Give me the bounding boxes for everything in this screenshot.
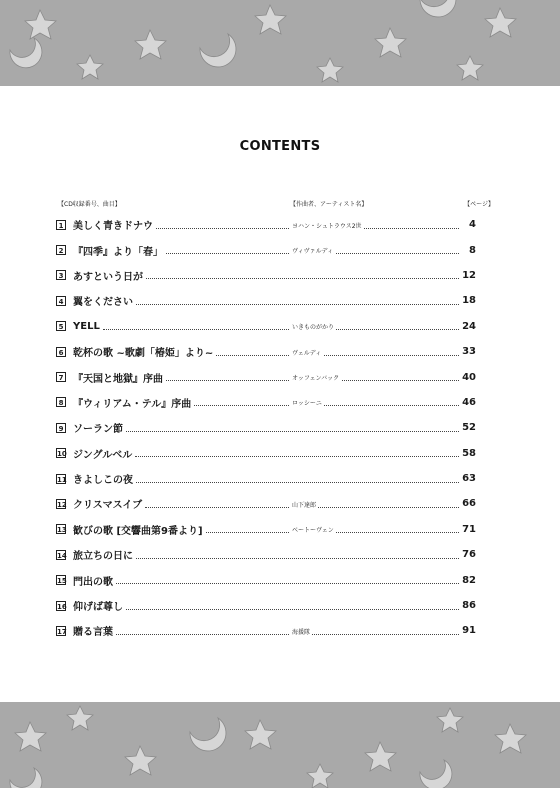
page-number: 46 — [462, 396, 476, 408]
track-number: 10 — [57, 450, 67, 459]
dot-leader — [126, 430, 459, 432]
track-number: 3 — [56, 270, 66, 280]
track-number: 4 — [56, 296, 66, 306]
song-title: ジングルベル — [73, 449, 133, 461]
song-title: 美しく青きドナウ — [73, 221, 153, 233]
song-title: 『天国と地獄』序曲 — [73, 373, 163, 385]
dot-leader — [194, 404, 459, 406]
track-number: 5 — [56, 321, 66, 331]
toc-entry — [56, 314, 476, 339]
artist-name: ヴェルディ — [292, 349, 322, 357]
page-number: 91 — [462, 625, 476, 637]
toc-entry — [56, 517, 476, 542]
track-number: 6 — [56, 347, 66, 357]
artist-name: ベートーヴェン — [292, 527, 334, 535]
stars-moons-pattern — [0, 0, 560, 86]
track-number: 16 — [57, 602, 67, 611]
song-title: 旅立ちの日に — [73, 551, 133, 563]
song-title: YELL — [73, 320, 100, 332]
track-number: 1 — [56, 220, 66, 230]
artist-name: オッフェンバック — [292, 374, 340, 382]
toc-entry — [56, 263, 476, 288]
page-number: 63 — [462, 473, 476, 485]
dot-leader — [126, 608, 459, 610]
toc-entry — [56, 364, 476, 389]
page-number: 18 — [462, 295, 476, 307]
page-number: 33 — [462, 346, 476, 358]
track-number: 11 — [57, 475, 67, 484]
song-title: 『ウィリアム・テル』序曲 — [73, 398, 192, 410]
toc-entry — [56, 288, 476, 313]
toc-entry — [56, 542, 476, 567]
song-title: ソーラン節 — [73, 424, 123, 436]
page-number: 82 — [462, 574, 476, 586]
toc-entry — [56, 237, 476, 262]
song-title: 贈る言葉 — [73, 627, 113, 639]
toc-entry — [56, 491, 476, 516]
song-title: クリスマスイブ — [73, 500, 143, 512]
song-title: 仰げば尊し — [73, 602, 123, 614]
column-header-page: 【ページ】 — [464, 201, 494, 208]
page-number: 4 — [469, 219, 476, 231]
toc-entry — [56, 339, 476, 364]
toc-entry — [56, 593, 476, 618]
dot-leader — [135, 455, 459, 457]
track-number: 8 — [56, 397, 66, 407]
song-title: 『四季』より「春」 — [73, 246, 163, 258]
track-number: 13 — [57, 526, 67, 535]
page-number: 24 — [462, 320, 476, 332]
page-number: 12 — [462, 269, 476, 281]
toc-entry — [56, 441, 476, 466]
artist-name: ロッシーニ — [292, 400, 322, 408]
toc-entry — [56, 390, 476, 415]
dot-leader — [116, 633, 459, 635]
toc-entry — [56, 567, 476, 592]
dot-leader — [216, 354, 459, 356]
artist-name: いきものがかり — [292, 324, 335, 332]
dot-leader — [146, 277, 459, 279]
page-number: 40 — [462, 371, 476, 383]
page-number: 8 — [469, 244, 476, 256]
column-header-tracks: 【CD収録番号、曲目】 — [58, 201, 121, 208]
stars-moons-pattern — [0, 702, 560, 788]
song-title: 歓びの歌 [交響曲第9番より] — [73, 525, 203, 537]
toc-entry — [56, 618, 476, 643]
track-number: 12 — [57, 500, 67, 509]
track-number: 9 — [56, 423, 66, 433]
column-header-artist: 【作曲者、アーティスト名】 — [290, 201, 368, 208]
page-title: CONTENTS — [239, 139, 321, 154]
song-title: 翼をください — [73, 297, 133, 309]
song-title: 乾杯の歌 ~歌劇「椿姫」より~ — [73, 348, 214, 360]
track-number: 14 — [57, 551, 67, 560]
song-title: あすという日が — [73, 271, 143, 283]
song-title: 門出の歌 — [73, 576, 113, 588]
track-number: 7 — [56, 372, 66, 382]
decorative-header-band — [0, 0, 560, 86]
dot-leader — [103, 328, 459, 330]
page-number: 66 — [462, 498, 476, 510]
page-number: 52 — [462, 422, 476, 434]
dot-leader — [136, 557, 459, 559]
dot-leader — [116, 582, 459, 584]
table-of-contents — [56, 212, 476, 644]
toc-entry — [56, 466, 476, 491]
song-title: きよしこの夜 — [73, 475, 133, 487]
track-number: 15 — [57, 577, 67, 586]
artist-name: 山下達郎 — [292, 501, 317, 509]
page-number: 71 — [462, 523, 476, 535]
track-number: 17 — [57, 627, 67, 636]
toc-entry — [56, 212, 476, 237]
toc-entry — [56, 415, 476, 440]
dot-leader — [136, 481, 459, 483]
artist-name: 海援隊 — [292, 628, 311, 636]
track-number: 2 — [56, 245, 66, 255]
page-number: 86 — [462, 600, 476, 612]
artist-name: ヴィヴァルディ — [292, 248, 334, 256]
page-number: 76 — [462, 549, 476, 561]
page-number: 58 — [462, 447, 476, 459]
decorative-footer-band — [0, 702, 560, 788]
artist-name: ヨハン・シュトラウス2世 — [292, 222, 362, 230]
dot-leader — [136, 303, 459, 305]
